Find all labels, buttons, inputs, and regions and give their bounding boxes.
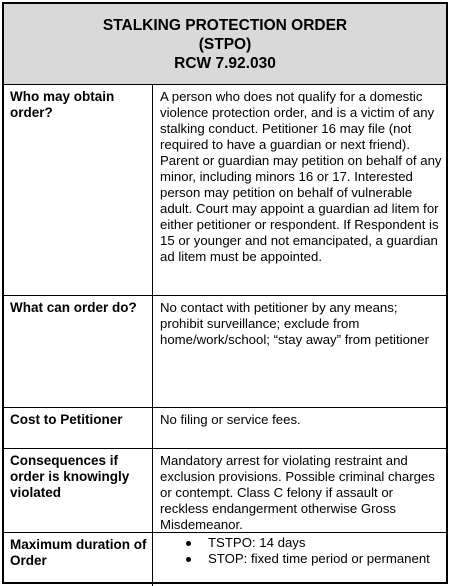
row-content: No contact with petitioner by any means; prohibit surveillance; exclude from home/work/school; “stay away” from petitioner	[160, 300, 429, 347]
row-label: Consequences if order is knowingly violated	[4, 449, 153, 532]
table-row-cost	[4, 408, 446, 449]
header-abbreviation: (STPO)	[198, 36, 252, 53]
list-item: TSTPO: 14 days	[184, 535, 442, 551]
table-row-consequences	[4, 449, 446, 533]
row-label: Cost to Petitioner	[4, 408, 153, 448]
header-statute: RCW 7.92.030	[174, 55, 276, 72]
table-header	[4, 4, 446, 85]
table-row-max-duration	[4, 533, 446, 586]
row-label: Who may obtain order?	[4, 85, 153, 295]
table-row-who-may-obtain	[4, 85, 446, 296]
row-content: A person who does not qualify for a domestic violence protection order, and is a victim of any stalking conduct. Petitioner 16 may file (not required to have a guardian or next friend). Parent or guardian may petition on behalf of any minor, including minors 16 or 17. Interested person may petition on behalf of vulnerable adult. Court may appoint a guardian ad litem for either petitioner or respondent. If Respondent is 15 or younger and not emancipated, a guardian ad litem must be appointed.	[160, 89, 442, 264]
row-content: No filing or service fees.	[160, 412, 301, 427]
protection-order-table	[2, 2, 448, 584]
row-content: Mandatory arrest for violating restraint and exclusion provisions. Possible criminal charges or contempt. Class C felony if assault or reckless endangerment otherwise Gross Misdemeanor.	[160, 453, 435, 532]
row-label: Maximum duration of Order	[4, 533, 153, 586]
duration-list	[160, 535, 442, 567]
header-title: STALKING PROTECTION ORDER	[102, 17, 348, 34]
row-content	[154, 533, 446, 586]
table-row-what-can-order-do	[4, 296, 446, 408]
list-item: STOP: fixed time period or permanent	[184, 551, 442, 567]
row-label: What can order do?	[4, 296, 153, 407]
